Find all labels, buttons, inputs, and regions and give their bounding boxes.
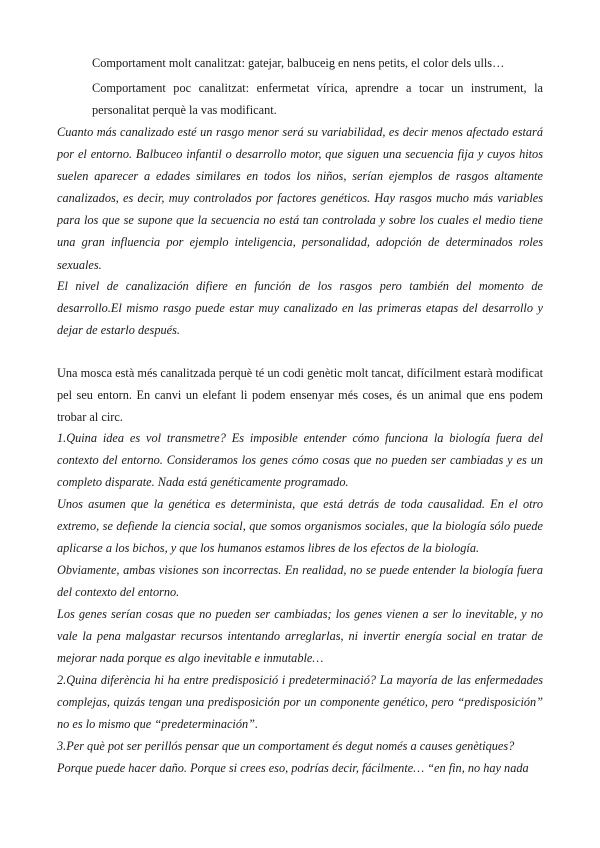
paragraph: Cuanto más canalizado esté un rasgo menor será su variabilidad, es decir menos afectado estará por el entorno. Balbuceo infantil o desarrollo motor, que siguen una secuencia fija y cuyos hitos suelen aparecer a edades similares en todos los niños, serían ejemplos de rasgos altamente canalizados, es decir, muy controlados por factores genéticos. Hay rasgos mucho más variables para los que se supone que la secuencia no está tan controlada y sobre los cuales el medio tiene una gran influencia por ejemplo inteligencia, personalidad, adopción de determinados roles sexuales. xyxy=(57,125,543,272)
question-paragraph: 1.Quina idea es vol transmetre? Es imposible entender cómo funciona la biología fuera del contexto del entorno. Consideramos los genes cómo cosas que no pueden ser cambiadas y es un completo disparate. Nada está genéticamente programado. xyxy=(57,431,543,490)
paragraph: El nivel de canalización difiere en función de los rasgos pero también del momento de desarrollo.El mismo rasgo puede estar muy canalizado en las primeras etapas del desarrollo y dejar de estarlo después. xyxy=(57,279,543,338)
paragraph: Los genes serían cosas que no pueden ser cambiadas; los genes vienen a ser lo inevitable, y no vale la pena malgastar recursos intentando arreglarlas, ni invertir energía social en tratar de mejorar nada porque es algo inevitable e inmutable… xyxy=(57,607,543,666)
paragraph: Obviamente, ambas visiones son incorrectas. En realidad, no se puede entender la biología fuera del contexto del entorno. xyxy=(57,563,543,600)
bullet-item: Comportament molt canalitzat: gatejar, balbuceig en nens petits, el color dels ulls… xyxy=(92,56,505,70)
paragraph: Unos asumen que la genética es determinista, que está detrás de toda causalidad. En el otro extremo, se defiende la ciencia social, que somos organismos sociales, que la biología sólo puede aplicarse a los bichos, y que los humanos estamos libres de los efectos de la biología. xyxy=(57,497,543,556)
bullet-item: Comportament poc canalitzat: enfermetat vírica, aprendre a tocar un instrument, la personalitat perquè la vas modificant. xyxy=(92,81,543,118)
paragraph: Una mosca està més canalitzada perquè té un codi genètic molt tancat, difícilment estarà modificat pel seu entorn. En canvi un elefant li podem ensenyar més coses, és un animal que ens podem trobar al circ. xyxy=(57,366,543,425)
question-paragraph: 3.Per què pot ser perillós pensar que un comportament és degut només a causes genètiques? xyxy=(57,739,515,753)
question-paragraph: 2.Quina diferència hi ha entre predisposició i predeterminació? La mayoría de las enfermedades complejas, quizás tengan una predisposición por un componente genético, pero “predisposición” no es lo mismo que “predeterminación”. xyxy=(57,673,543,732)
paragraph: Porque puede hacer daño. Porque si crees eso, podrías decir, fácilmente… “en fin, no hay nada xyxy=(57,761,529,775)
